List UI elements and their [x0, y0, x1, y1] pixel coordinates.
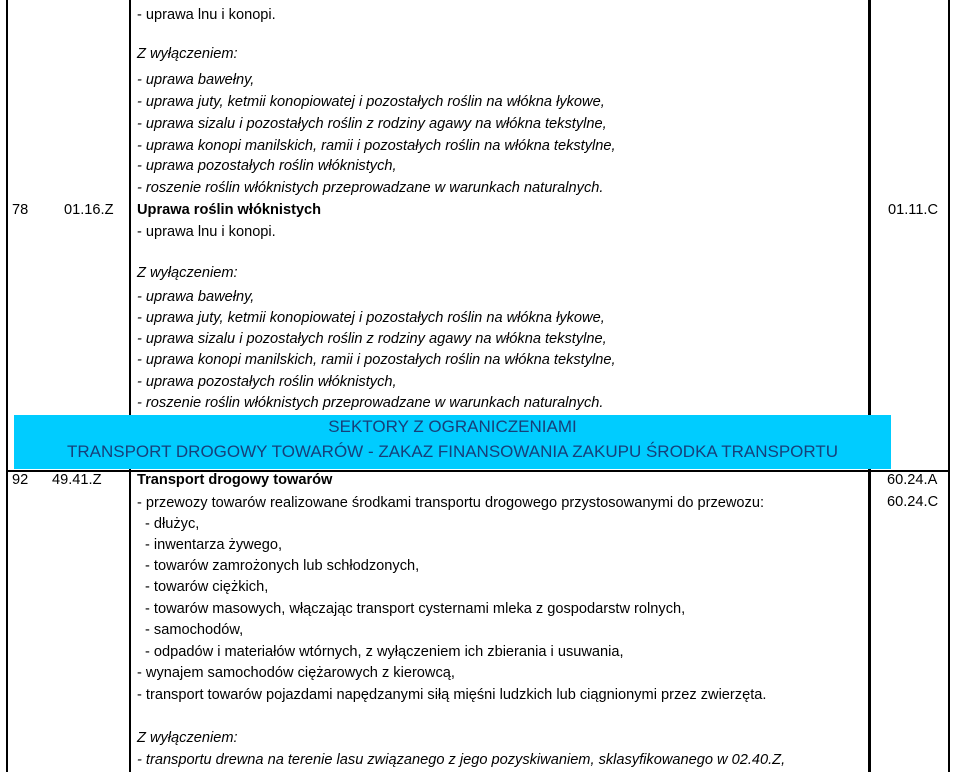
exclusion-header: Z wyłączeniem:	[137, 46, 238, 62]
exclusion-line: - roszenie roślin włóknistych przeprowadzane w warunkach naturalnych.	[137, 180, 604, 196]
exclusion-line: - uprawa konopi manilskich, ramii i pozostałych roślin na włókna tekstylne,	[137, 352, 616, 368]
section-banner	[14, 415, 891, 469]
description-line: - przewozy towarów realizowane środkami transportu drogowego przystosowanymi do przewozu:	[137, 495, 764, 511]
exclusion-line: - uprawa pozostałych roślin włóknistych,	[137, 158, 397, 174]
reference-code: 60.24.A	[887, 472, 938, 488]
reference-code: 60.24.C	[887, 494, 939, 510]
sub-item: - dłużyc,	[145, 516, 200, 532]
sub-item: - inwentarza żywego,	[145, 537, 283, 553]
row-number: 78	[12, 202, 29, 218]
reference-code: 01.11.C	[888, 202, 939, 218]
description-line: - wynajem samochodów ciężarowych z kierowcą,	[137, 665, 455, 681]
exclusion-line: - uprawa konopi manilskich, ramii i pozostałych roślin na włókna tekstylne,	[137, 138, 616, 154]
exclusion-line: - uprawa juty, ketmii konopiowatej i pozostałych roślin na włókna łykowe,	[137, 94, 605, 110]
exclusion-line: - uprawa bawełny,	[137, 72, 255, 88]
description-line: - uprawa lnu i konopi.	[137, 7, 276, 23]
column-border	[129, 0, 131, 772]
sub-item: - towarów masowych, włączając transport cysternami mleka z gospodarstw rolnych,	[145, 601, 686, 617]
pkd-code: 01.16.Z	[64, 202, 114, 218]
banner-subheading: TRANSPORT DROGOWY TOWARÓW - ZAKAZ FINANSOWANIA ZAKUPU ŚRODKA TRANSPORTU	[66, 442, 839, 461]
banner-heading: SEKTORY Z OGRANICZENIAMI	[328, 417, 577, 436]
row-subtitle: - uprawa lnu i konopi.	[137, 224, 276, 240]
column-border	[6, 0, 8, 772]
exclusion-line: - uprawa juty, ketmii konopiowatej i pozostałych roślin na włókna łykowe,	[137, 310, 605, 326]
sub-item: - samochodów,	[145, 622, 244, 638]
exclusion-line: - uprawa pozostałych roślin włóknistych,	[137, 374, 397, 390]
sub-item: - towarów ciężkich,	[145, 579, 269, 595]
exclusion-line: - uprawa sizalu i pozostałych roślin z rodziny agawy na włókna tekstylne,	[137, 116, 607, 132]
sub-item: - towarów zamrożonych lub schłodzonych,	[145, 558, 420, 574]
description-line: - transport towarów pojazdami napędzanymi siłą mięśni ludzkich lub ciągnionymi przez zwierzęta.	[137, 687, 767, 703]
exclusion-line: - transportu drewna na terenie lasu związanego z jego pozyskiwaniem, sklasyfikowanego w 02.40.Z,	[137, 752, 786, 768]
column-border	[948, 0, 950, 772]
exclusion-header: Z wyłączeniem:	[137, 265, 238, 281]
exclusion-line: - uprawa sizalu i pozostałych roślin z rodziny agawy na włókna tekstylne,	[137, 331, 607, 347]
row-title: Uprawa roślin włóknistych	[137, 202, 322, 218]
row-number: 92	[12, 472, 29, 488]
pkd-code: 49.41.Z	[52, 472, 102, 488]
exclusion-header: Z wyłączeniem:	[137, 730, 238, 746]
exclusion-line: - roszenie roślin włóknistych przeprowadzane w warunkach naturalnych.	[137, 395, 604, 411]
exclusion-line: - uprawa bawełny,	[137, 289, 255, 305]
sub-item: - odpadów i materiałów wtórnych, z wyłączeniem ich zbierania i usuwania,	[145, 644, 624, 660]
row-title: Transport drogowy towarów	[137, 472, 333, 488]
column-border	[868, 0, 871, 772]
